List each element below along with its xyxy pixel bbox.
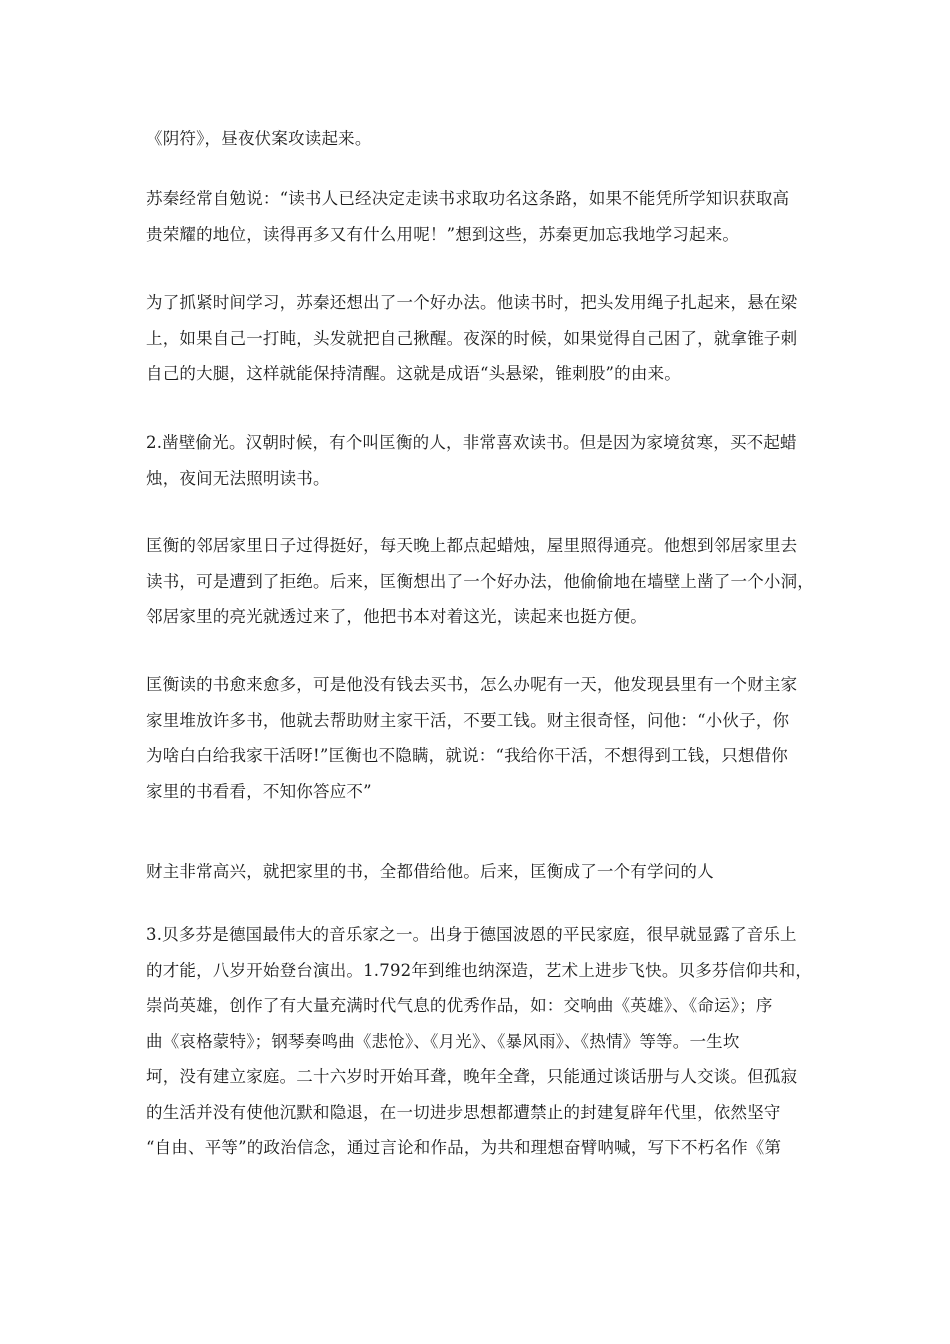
text-line: 匡衡读的书愈来愈多，可是他没有钱去买书，怎么办呢有一天，他发现县里有一个财主家 [146, 675, 798, 694]
text-line: 贵荣耀的地位，读得再多又有什么用呢！”想到这些，苏秦更加忘我地学习起来。 [146, 224, 740, 244]
text-line: 家里的书看看，不知你答应不” [146, 781, 372, 801]
text-line: 自己的大腿，这样就能保持清醒。这就是成语“头悬梁，锥刺股”的由来。 [146, 364, 681, 383]
text-line: 2.凿壁偷光。汉朝时候，有个叫匡衡的人，非常喜欢读书。但是因为家境贫寒，买不起蜡 [146, 433, 797, 452]
text-line: 崇尚英雄，创作了有大量充满时代气息的优秀作品，如：交响曲《英雄》、《命运》；序 [146, 996, 773, 1015]
paragraph-p3 [146, 285, 826, 392]
text-line: 读书，可是遭到了拒绝。后来，匡衡想出了一个好办法，他偷偷地在墙壁上凿了一个小洞， [146, 571, 814, 591]
text-line: 苏秦经常自勉说：“读书人已经决定走读书求取功名这条路，如果不能凭所学知识获取高 [146, 189, 790, 208]
paragraph-p5 [146, 528, 826, 635]
text-line: 曲《哀格蒙特》；钢琴奏鸣曲《悲怆》、《月光》、《暴风雨》、《热情》等等。一生坎 [146, 1031, 740, 1051]
text-line: 家里堆放许多书，他就去帮助财主家干活，不要工钱。财主很奇怪，问他：“小伙子，你 [146, 710, 790, 730]
paragraph-p2 [146, 181, 826, 252]
text-line: 上，如果自己一打盹，头发就把自己揪醒。夜深的时候，如果觉得自己困了，就拿锥子刺 [146, 328, 798, 348]
text-line: 《阴符》，昼夜伏案攻读起来。 [146, 129, 372, 148]
text-line: 的才能，八岁开始登台演出。1.792年到维也纳深造，艺术上进步飞快。贝多芬信仰共和， [146, 960, 813, 980]
text-line: 的生活并没有使他沉默和隐退，在一切进步思想都遭禁止的封建复辟年代里，依然坚守 [146, 1102, 781, 1122]
paragraph-p8 [146, 917, 826, 1166]
text-line: 3.贝多芬是德国最伟大的音乐家之一。出身于德国波恩的平民家庭，很早就显露了音乐上 [146, 925, 797, 944]
text-line: 财主非常高兴，就把家里的书，全都借给他。后来，匡衡成了一个有学问的人 [146, 862, 714, 881]
paragraph-p4 [146, 425, 826, 496]
text-line: 烛，夜间无法照明读书。 [146, 468, 330, 488]
text-line: 匡衡的邻居家里日子过得挺好，每天晚上都点起蜡烛，屋里照得通亮。他想到邻居家里去 [146, 536, 798, 555]
text-line: 为啥白白给我家干活呀!”匡衡也不隐瞒，就说：“我给你干活，不想得到工钱，只想借你 [146, 746, 789, 765]
text-line: 为了抓紧时间学习，苏秦还想出了一个好办法。他读书时，把头发用绳子扎起来，悬在梁 [146, 293, 798, 312]
text-line: “自由、平等”的政治信念，通过言论和作品，为共和理想奋臂呐喊，写下不朽名作《第 [146, 1138, 782, 1157]
paragraph-p7 [146, 854, 826, 890]
text-line: 邻居家里的亮光就透过来了，他把书本对着这光，读起来也挺方便。 [146, 607, 647, 626]
text-line: 坷，没有建立家庭。二十六岁时开始耳聋，晚年全聋，只能通过谈话册与人交谈。但孤寂 [146, 1067, 798, 1086]
paragraph-p1 [146, 121, 826, 157]
paragraph-p6 [146, 667, 826, 809]
